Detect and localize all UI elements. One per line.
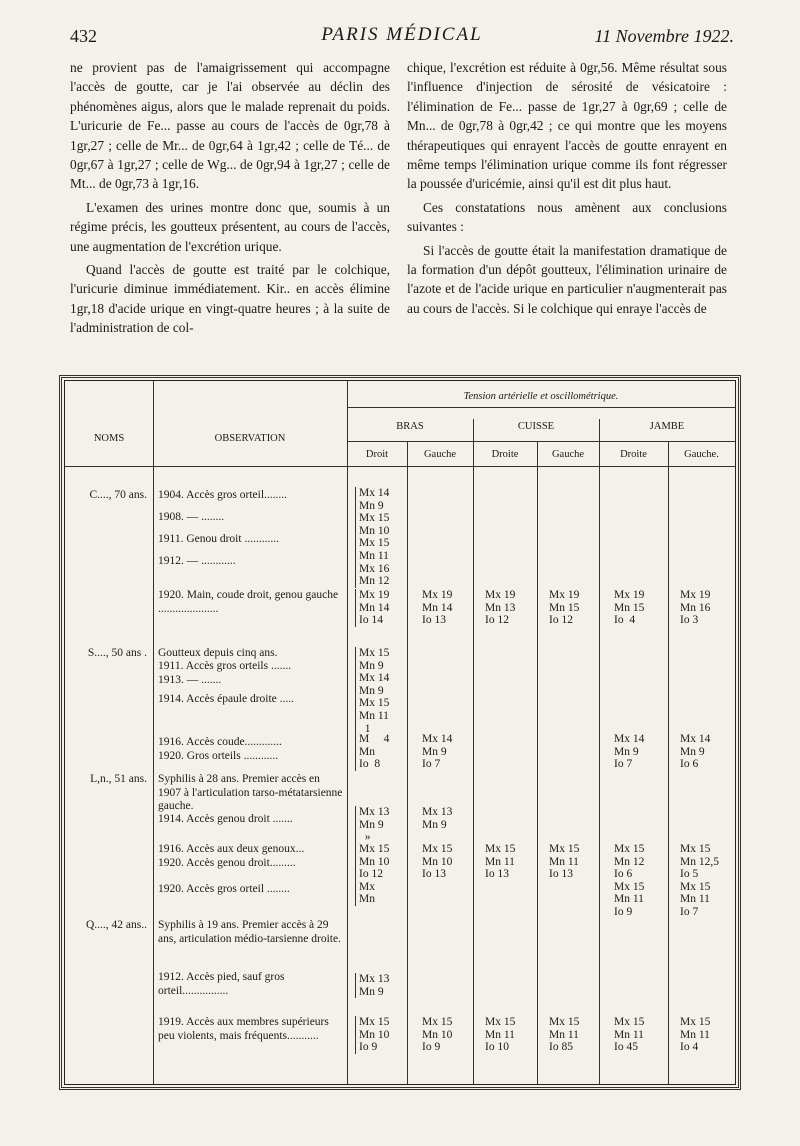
patient-name: Q...., 42 ans.. [85,919,147,931]
patient-name: S...., 50 ans . [87,647,147,659]
observation-entry: 1920. Accès genou droit......... [158,857,296,869]
header-rule [65,466,735,467]
observation-entry: 1912. Accès pied, sauf gros orteil................ [158,971,285,997]
text-column-right [407,58,727,318]
patient-name: L,n., 51 ans. [90,773,147,785]
observation-entry: 1914. Accès genou droit ....... [158,813,293,825]
header-tension: Tension artérielle et oscillométrique. [463,391,619,402]
column-rule [599,419,600,1084]
data-cell: Mx 19 Mn 16 Io 3 [680,589,711,627]
observation-entry: 1920. Accès gros orteil ........ [158,883,290,895]
data-cell: Mx 15 Mn 11 Io 10 [485,1016,516,1054]
data-cell: Mx 13 Mn 9 [355,973,389,998]
data-cell: Mx 15 Mn 11 Io 13 [485,843,516,881]
observation-entry: 1911. Genou droit ............ [158,533,279,545]
paragraph: Quand l'accès de goutte est traité par le colchique, l'uricurie diminue immédiatement. Kir.. en accès élimine 1gr,18 d'acide urique en vingt-quatre heures ; à la suite de l'administration de col- [70,262,390,336]
observation-entry: 1916. Accès coude............. [158,736,282,748]
observation-entry: 1911. Accès gros orteils ....... [158,660,292,672]
observation-entry: 1920. Gros orteils ............ [158,750,279,762]
data-cell: Mx 15 Mn 12,5 Io 5 Mx 15 Mn 11 Io 7 [680,843,719,918]
header-bras-droit: Droit [365,449,389,460]
header-bras-gauche: Gauche [423,449,457,460]
page-header [70,18,734,48]
header-jambe-droite: Droite [620,449,647,460]
data-cell: Mx 14 Mn 9 Io 7 [614,733,645,771]
header-cuisse: CUISSE [517,421,555,432]
column-rule [537,441,538,1084]
observation-entry: 1913. — ....... [158,674,222,686]
patient-name: C...., 70 ans. [89,489,147,501]
header-cuisse-gauche: Gauche [551,449,585,460]
text-column-left [70,58,390,338]
column-rule [407,441,408,1084]
header-rule [347,407,735,408]
header-jambe-gauche: Gauche. [684,449,719,460]
observation-entry: 1908. — ........ [158,511,225,523]
data-cell: Mx 15 Mn 11 Io 13 [549,843,580,881]
blood-pressure-table [64,380,736,1085]
paragraph: chique, l'excrétion est réduite à 0gr,56. Même résultat sous l'influence d'injection de sérosité de vésicatoire : l'élimination de Fe... passe de 1gr,27 à 0gr,69 ; celle de Mn... de 0gr,78 à 0gr,42 ; ce qui montre que les moyens thérapeutiques qui enrayent l'accès de goutte enrayent en même temps l'élimination urique comme ils font régresser la poussée d'uricémie, ainsi qu'il est dit plus haut. [407,60,727,192]
data-cell: M 4 Mn Io 8 [355,733,389,771]
observation-entry: Syphilis à 28 ans. Premier accès en 1907 à l'articulation tarso-métatarsienne gauche. [158,773,343,812]
page-number: 432 [70,26,97,46]
header-cuisse-droite: Droite [491,449,519,460]
column-rule [153,381,154,1084]
observation-entry: Syphilis à 19 ans. Premier accès à 29 ans, articulation médio-tarsienne droite. [158,919,341,945]
data-cell: Mx 15 Mn 10 Io 13 [422,843,453,881]
paragraph: Si l'accès de goutte était la manifestation dramatique de la formation d'un dépôt goutteux, l'élimination urinaire de l'azote et de l'acide urique en particulier n'augmenterait pas au cours de l'accès. Si le colchique qui enraye l'accès de [407,242,727,316]
column-rule [668,441,669,1084]
data-cell: Mx 19 Mn 14 Io 14 [355,589,389,627]
observation-entry: 1904. Accès gros orteil........ [158,489,288,501]
data-cell: Mx 15 Mn 11 Io 85 [549,1016,580,1054]
observation-entry: 1920. Main, coude droit, genou gauche ..................... [158,589,339,615]
data-cell: Mx 19 Mn 15 Io 12 [549,589,580,627]
data-cell: Mx 15 Mn 11 Io 4 [680,1016,711,1054]
header-jambe: JAMBE [649,421,685,432]
data-cell: Mx 19 Mn 15 Io 4 [614,589,645,627]
data-cell: Mx 15 Mn 10 Io 9 [422,1016,453,1054]
header-rule [347,441,735,442]
observation-entry: 1916. Accès aux deux genoux... [158,843,305,855]
data-cell: Mx 15 Mn 9 Mx 14 Mn 9 Mx 15 Mn 11 1 [355,647,389,735]
journal-title: PARIS MÉDICAL [321,24,483,45]
data-cell: Mx 19 Mn 14 Io 13 [422,589,453,627]
paragraph: ne provient pas de l'amaigrissement qui accompagne l'accès de goutte, car je l'ai observée au déclin des phénomènes aigus, alors que le malade reprenait du poids. L'uricurie de Fe... passe au cours de l'accès de 0gr,78 à 1gr,27 ; celle de Mr... de 0gr,64 à 1gr,42 ; celle de Té... de 0gr,67 à 1gr,27 ; celle de Wg... de 0gr,94 à 1gr,27 ; celle de Mt... de 0gr,73 à 1gr,16. [70,60,390,192]
observation-entry: Goutteux depuis cinq ans. [158,647,278,659]
paragraph: Ces constatations nous amènent aux conclusions suivantes : [407,199,727,235]
data-cell: Mx 15 Mn 12 Io 6 Mx 15 Mn 11 Io 9 [614,843,645,918]
data-cell: Mx 15 Mn 10 Io 9 [355,1016,389,1054]
header-observation: OBSERVATION [214,433,286,444]
data-cell: Mx 14 Mn 9 Io 7 [422,733,453,771]
data-cell: Mx 15 Mn 11 Io 45 [614,1016,645,1054]
observation-entry: 1919. Accès aux membres supérieurs peu violents, mais fréquents........... [158,1016,329,1042]
data-cell: Mx 19 Mn 13 Io 12 [485,589,516,627]
column-rule [473,419,474,1084]
observation-entry: 1914. Accès épaule droite ..... [158,693,295,705]
data-cell: Mx 13 Mn 9 » [355,806,389,844]
data-cell: Mx 13 Mn 9 [422,806,453,831]
header-noms: NOMS [93,433,125,444]
issue-date: 11 Novembre 1922. [594,26,734,46]
data-cell: Mx 14 Mn 9 Mx 15 Mn 10 Mx 15 Mn 11 Mx 16 Mn 12 [355,487,389,588]
data-cell: Mx 14 Mn 9 Io 6 [680,733,711,771]
data-cell: Mx 15 Mn 10 Io 12 Mx Mn [355,843,389,906]
observation-entry: 1912. — ............ [158,555,236,567]
header-bras: BRAS [396,421,424,432]
paragraph: L'examen des urines montre donc que, soumis à un régime précis, les goutteux présentent, au cours de l'accès, une augmentation de l'excrétion urique. [70,199,390,254]
column-rule [347,381,348,1084]
